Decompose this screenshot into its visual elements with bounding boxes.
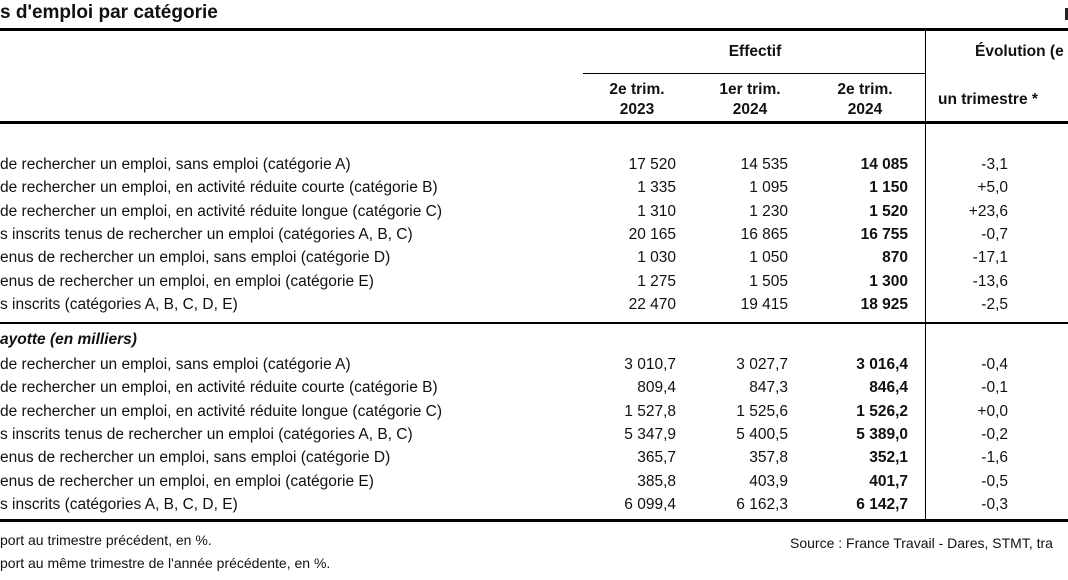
- value-1er-trim-2024: 14 535: [740, 156, 788, 173]
- value-2e-trim-2023: 5 347,9: [624, 425, 676, 443]
- value-2e-trim-2023: 22 470: [628, 295, 676, 313]
- row-label: s inscrits tenus de rechercher un emploi (catégories A, B, C): [0, 425, 413, 443]
- bottom-rule: [0, 519, 1068, 522]
- value-2e-trim-2023: 1 275: [637, 272, 676, 290]
- header-col3-line1: 2e trim.: [837, 81, 893, 98]
- table-row: [0, 353, 1068, 376]
- value-1er-trim-2024: 1 505: [749, 272, 788, 290]
- header-col3-line2: 2024: [847, 101, 883, 118]
- table-row: [0, 493, 1068, 516]
- header-col2-line2: 2024: [732, 101, 768, 118]
- value-2e-trim-2024: 1 526,2: [856, 402, 908, 420]
- value-2e-trim-2023: 20 165: [628, 225, 676, 243]
- header-bottom-rule: [0, 121, 1068, 124]
- header-col2-line1: 1er trim.: [719, 81, 781, 98]
- table-row: [0, 223, 1068, 246]
- footnote-1: port au trimestre précédent, en %.: [0, 532, 212, 548]
- source-note: Source : France Travail - Dares, STMT, tra: [790, 535, 1053, 551]
- value-1er-trim-2024: 1 525,6: [736, 402, 788, 420]
- header-col1-line2: 2023: [619, 101, 655, 118]
- header-effectif: Effectif: [728, 43, 782, 60]
- value-1er-trim-2024: 357,8: [749, 449, 788, 467]
- value-evolution-trimestre: -17,1: [972, 249, 1008, 267]
- value-evolution-trimestre: +23,6: [968, 202, 1008, 220]
- section-divider: [0, 322, 1068, 324]
- row-label: s inscrits tenus de rechercher un emploi (catégories A, B, C): [0, 225, 413, 243]
- row-label: de rechercher un emploi, en activité réduite courte (catégorie B): [0, 379, 438, 397]
- top-rule: [0, 28, 1068, 31]
- row-label: s inscrits (catégories A, B, C, D, E): [0, 495, 238, 513]
- value-1er-trim-2024: 403,9: [749, 472, 788, 490]
- row-label: enus de rechercher un emploi, sans emploi (catégorie D): [0, 449, 391, 467]
- value-2e-trim-2024: 14 085: [860, 156, 908, 173]
- row-label: enus de rechercher un emploi, en emploi (catégorie E): [0, 472, 374, 490]
- value-2e-trim-2023: 6 099,4: [624, 495, 676, 513]
- table-row: [0, 270, 1068, 293]
- value-2e-trim-2023: 365,7: [637, 449, 676, 467]
- header-col2: [705, 80, 795, 120]
- value-1er-trim-2024: 1 050: [749, 249, 788, 267]
- value-2e-trim-2024: 3 016,4: [856, 356, 908, 373]
- row-label: s inscrits (catégories A, B, C, D, E): [0, 295, 238, 313]
- value-2e-trim-2023: 17 520: [628, 156, 676, 173]
- value-1er-trim-2024: 1 095: [749, 179, 788, 197]
- row-label: de rechercher un emploi, en activité réduite longue (catégorie C): [0, 202, 442, 220]
- table-row: [0, 246, 1068, 269]
- header-evolution: Évolution (e: [975, 43, 1064, 60]
- value-1er-trim-2024: 6 162,3: [736, 495, 788, 513]
- value-2e-trim-2024: 18 925: [860, 295, 908, 313]
- value-2e-trim-2024: 870: [882, 249, 908, 267]
- header-col1: [592, 80, 682, 120]
- header-col4: un trimestre *: [938, 91, 1038, 108]
- row-label: de rechercher un emploi, en activité réduite longue (catégorie C): [0, 402, 442, 420]
- value-2e-trim-2024: 352,1: [869, 449, 908, 467]
- value-2e-trim-2024: 16 755: [860, 225, 908, 243]
- table-row: [0, 376, 1068, 399]
- table-title: s d'emploi par catégorie: [0, 2, 218, 23]
- value-evolution-trimestre: -2,5: [981, 295, 1008, 313]
- table-row: [0, 176, 1068, 199]
- value-2e-trim-2023: 809,4: [637, 379, 676, 397]
- table-row: [0, 153, 1068, 176]
- value-evolution-trimestre: +0,0: [977, 402, 1008, 420]
- header-col3: [820, 80, 910, 120]
- value-evolution-trimestre: -0,7: [981, 225, 1008, 243]
- value-1er-trim-2024: 847,3: [749, 379, 788, 397]
- value-2e-trim-2023: 1 310: [637, 202, 676, 220]
- table-row: [0, 200, 1068, 223]
- value-1er-trim-2024: 3 027,7: [736, 356, 788, 373]
- table-row: [0, 470, 1068, 493]
- value-evolution-trimestre: -3,1: [981, 156, 1008, 173]
- row-label: enus de rechercher un emploi, en emploi (catégorie E): [0, 272, 374, 290]
- value-2e-trim-2024: 846,4: [869, 379, 908, 397]
- value-2e-trim-2024: 1 300: [869, 272, 908, 290]
- table-row: [0, 400, 1068, 423]
- value-2e-trim-2024: 5 389,0: [856, 425, 908, 443]
- row-label: de rechercher un emploi, en activité réduite courte (catégorie B): [0, 179, 438, 197]
- value-evolution-trimestre: -0,2: [981, 425, 1008, 443]
- value-evolution-trimestre: -0,1: [981, 379, 1008, 397]
- value-1er-trim-2024: 16 865: [740, 225, 788, 243]
- value-2e-trim-2023: 1 335: [637, 179, 676, 197]
- header-col1-line1: 2e trim.: [609, 81, 665, 98]
- value-2e-trim-2024: 1 150: [869, 179, 908, 197]
- header-effectif-underline: [583, 73, 926, 74]
- section-2-title: ayotte (en milliers): [0, 331, 137, 348]
- value-evolution-trimestre: -1,6: [981, 449, 1008, 467]
- value-2e-trim-2024: 6 142,7: [856, 495, 908, 513]
- row-label: de rechercher un emploi, sans emploi (catégorie A): [0, 356, 351, 373]
- value-2e-trim-2024: 1 520: [869, 202, 908, 220]
- value-1er-trim-2024: 1 230: [749, 202, 788, 220]
- table-row: [0, 423, 1068, 446]
- value-2e-trim-2023: 3 010,7: [624, 356, 676, 373]
- row-label: de rechercher un emploi, sans emploi (catégorie A): [0, 156, 351, 173]
- value-evolution-trimestre: -0,5: [981, 472, 1008, 490]
- table-row: [0, 446, 1068, 469]
- value-2e-trim-2024: 401,7: [869, 472, 908, 490]
- value-evolution-trimestre: +5,0: [977, 179, 1008, 197]
- value-evolution-trimestre: -0,3: [981, 495, 1008, 513]
- value-evolution-trimestre: -13,6: [972, 272, 1008, 290]
- value-2e-trim-2023: 385,8: [637, 472, 676, 490]
- value-1er-trim-2024: 19 415: [740, 295, 788, 313]
- value-2e-trim-2023: 1 030: [637, 249, 676, 267]
- value-evolution-trimestre: -0,4: [981, 356, 1008, 373]
- row-label: enus de rechercher un emploi, sans emploi (catégorie D): [0, 249, 391, 267]
- table-row: [0, 293, 1068, 316]
- footnote-2: port au même trimestre de l'année précédente, en %.: [0, 555, 331, 571]
- value-2e-trim-2023: 1 527,8: [624, 402, 676, 420]
- value-1er-trim-2024: 5 400,5: [736, 425, 788, 443]
